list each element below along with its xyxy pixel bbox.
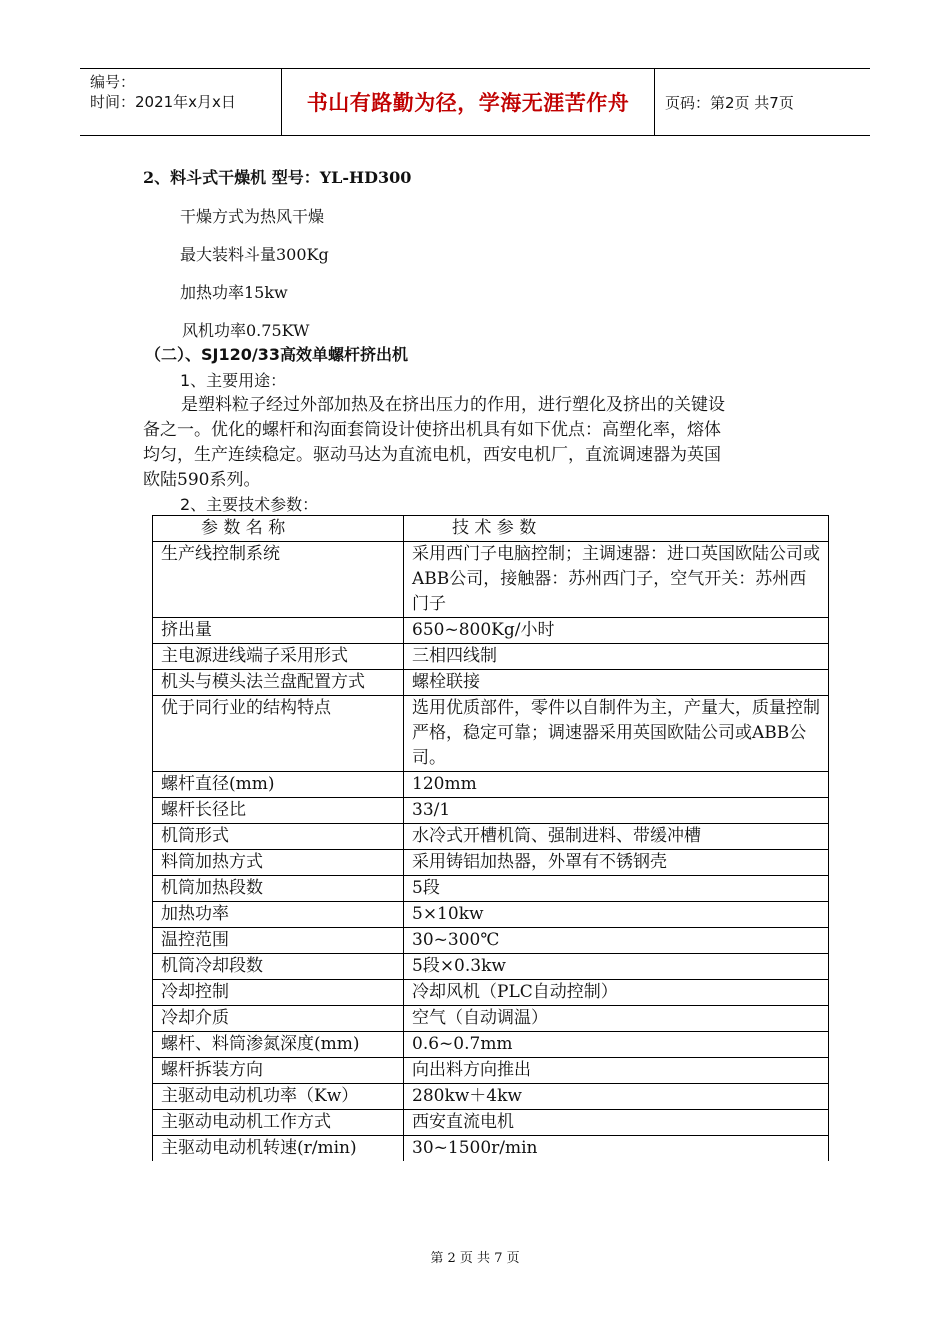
dryer-spec-drying-method: 干燥方式为热风干燥 <box>180 207 325 226</box>
page-footer: 第 2 页 共 7 页 <box>430 1251 520 1266</box>
param-name-cell: 料筒加热方式 <box>153 850 404 876</box>
param-value-cell: 650~800Kg/小时 <box>404 618 829 644</box>
param-value-cell: 5段×0.3kw <box>404 954 829 980</box>
param-value-cell: 30~300℃ <box>404 928 829 954</box>
table-row <box>153 1084 829 1110</box>
param-name-cell: 机筒冷却段数 <box>153 954 404 980</box>
param-value-cell: 螺栓联接 <box>404 670 829 696</box>
table-row <box>153 954 829 980</box>
table-row <box>153 798 829 824</box>
param-value-cell: 向出料方向推出 <box>404 1058 829 1084</box>
param-name-cell: 主驱动电动机转速(r/min) <box>153 1136 404 1162</box>
param-name-cell: 主驱动电动机功率（Kw） <box>153 1084 404 1110</box>
param-name-cell: 机筒形式 <box>153 824 404 850</box>
technical-parameters-table <box>152 515 829 1161</box>
param-name-cell: 主电源进线端子采用形式 <box>153 644 404 670</box>
param-name-cell: 螺杆、料筒渗氮深度(mm) <box>153 1032 404 1058</box>
param-name-cell: 温控范围 <box>153 928 404 954</box>
extruder-section-title: （二）、SJ120/33高效单螺杆挤出机 <box>145 345 408 364</box>
param-name-cell: 机筒加热段数 <box>153 876 404 902</box>
dryer-section-title: 2、料斗式干燥机 型号：YL-HD300 <box>143 168 412 187</box>
param-name-cell: 生产线控制系统 <box>153 542 404 618</box>
table-row <box>153 980 829 1006</box>
document-number-label: 编号： <box>90 73 136 91</box>
param-name-cell: 冷却控制 <box>153 980 404 1006</box>
param-value-cell: 0.6~0.7mm <box>404 1032 829 1058</box>
param-value-cell: 280kw＋4kw <box>404 1084 829 1110</box>
table-row <box>153 876 829 902</box>
param-name-cell: 螺杆直径(mm) <box>153 772 404 798</box>
table-header-row <box>153 516 829 542</box>
table-row <box>153 902 829 928</box>
param-value-cell: 采用西门子电脑控制；主调速器：进口英国欧陆公司或ABB公司，接触器：苏州西门子，空气开关：苏州西门子 <box>404 542 829 618</box>
table-row <box>153 772 829 798</box>
param-value-cell: 三相四线制 <box>404 644 829 670</box>
dryer-spec-heating-power: 加热功率15kw <box>180 283 288 302</box>
param-value-cell: 5×10kw <box>404 902 829 928</box>
table-row <box>153 850 829 876</box>
table-row <box>153 1136 829 1162</box>
table-row <box>153 618 829 644</box>
param-value-cell: 空气（自动调温） <box>404 1006 829 1032</box>
param-name-cell: 优于同行业的结构特点 <box>153 696 404 772</box>
page-header <box>80 68 870 136</box>
usage-line: 欧陆590系列。 <box>143 470 261 490</box>
document-time-label: 时间：2021年x月x日 <box>90 93 236 111</box>
table-row <box>153 696 829 772</box>
param-value-cell: 5段 <box>404 876 829 902</box>
param-value-cell: 采用铸铝加热器，外罩有不锈钢壳 <box>404 850 829 876</box>
extruder-usage-paragraph <box>143 393 813 493</box>
param-name-cell: 挤出量 <box>153 618 404 644</box>
table-row <box>153 1006 829 1032</box>
dryer-spec-fan-power: 风机功率0.75KW <box>182 321 310 340</box>
param-name-cell: 机头与模头法兰盘配置方式 <box>153 670 404 696</box>
param-value-cell: 选用优质部件，零件以自制件为主，产量大，质量控制严格，稳定可靠；调速器采用英国欧陆公司或ABB公司。 <box>404 696 829 772</box>
header-page-info: 页码：第2页 共7页 <box>665 93 794 112</box>
param-value-cell: 120mm <box>404 772 829 798</box>
table-header-param-name: 参 数 名 称 <box>153 516 404 542</box>
param-name-cell: 冷却介质 <box>153 1006 404 1032</box>
usage-line: 均匀，生产连续稳定。驱动马达为直流电机，西安电机厂，直流调速器为英国 <box>143 445 721 465</box>
param-value-cell: 水冷式开槽机筒、强制进料、带缓冲槽 <box>404 824 829 850</box>
param-name-cell: 螺杆拆装方向 <box>153 1058 404 1084</box>
table-header-param-value: 技 术 参 数 <box>404 516 829 542</box>
table-row <box>153 928 829 954</box>
table-row <box>153 1032 829 1058</box>
param-value-cell: 西安直流电机 <box>404 1110 829 1136</box>
table-row <box>153 824 829 850</box>
header-motto: 书山有路勤为径，学海无涯苦作舟 <box>282 69 655 135</box>
param-name-cell: 加热功率 <box>153 902 404 928</box>
table-row <box>153 542 829 618</box>
param-name-cell: 主驱动电动机工作方式 <box>153 1110 404 1136</box>
table-row <box>153 670 829 696</box>
param-value-cell: 33/1 <box>404 798 829 824</box>
usage-line: 备之一。优化的螺杆和沟面套筒设计使挤出机具有如下优点：高塑化率，熔体 <box>143 420 721 440</box>
param-value-cell: 30~1500r/min <box>404 1136 829 1162</box>
param-name-cell: 螺杆长径比 <box>153 798 404 824</box>
extruder-usage-label: 1、主要用途： <box>180 371 287 390</box>
table-row <box>153 644 829 670</box>
usage-line: 是塑料粒子经过外部加热及在挤出压力的作用，进行塑化及挤出的关键设 <box>181 395 725 415</box>
table-row <box>153 1058 829 1084</box>
header-meta <box>80 69 282 135</box>
dryer-spec-max-capacity: 最大装料斗量300Kg <box>180 245 329 264</box>
extruder-params-label: 2、主要技术参数： <box>180 495 319 514</box>
param-value-cell: 冷却风机（PLC自动控制） <box>404 980 829 1006</box>
table-row <box>153 1110 829 1136</box>
